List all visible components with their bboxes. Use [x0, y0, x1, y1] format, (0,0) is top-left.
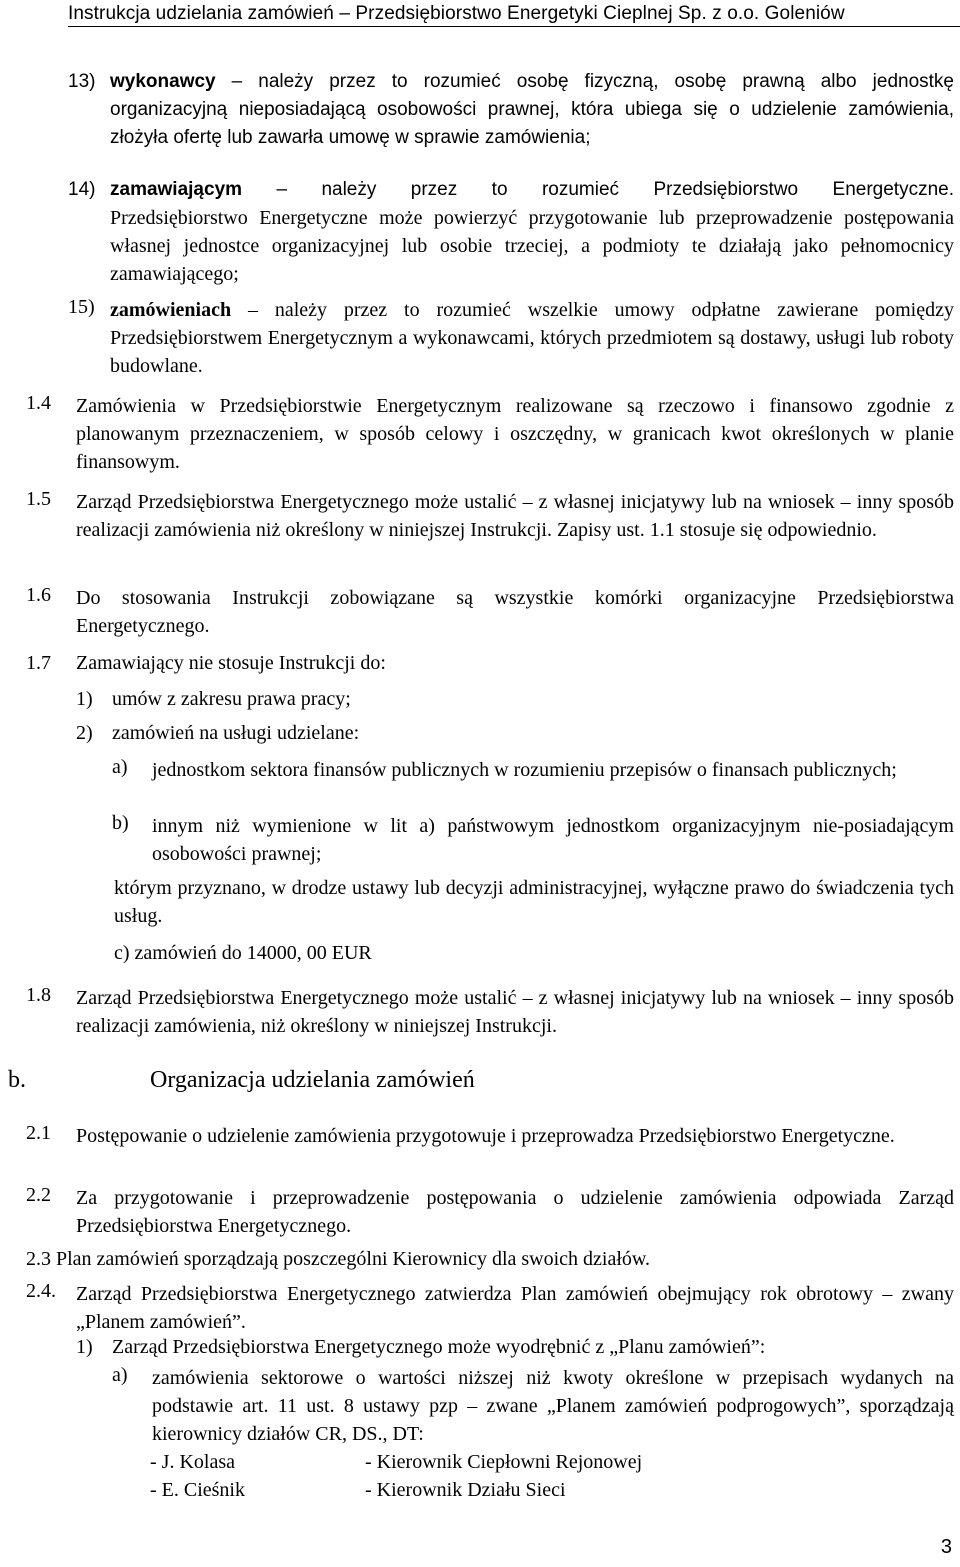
definition-text: [110, 296, 954, 380]
sub-item-text: [152, 812, 954, 868]
paragraph-number: 1.4: [26, 392, 51, 414]
paragraph-text: [76, 392, 954, 476]
paragraph-number: 1.5: [26, 488, 51, 510]
person-name: - J. Kolasa: [150, 1451, 235, 1473]
item-number: 14): [68, 179, 96, 200]
paragraph-body: Do stosowania Instrukcji zobowiązane są wszystkie komórki organizacyjne Przedsiębiorstwa Energetycznego.: [76, 587, 954, 637]
paragraph-body: Zamawiający nie stosuje Instrukcji do:: [76, 652, 386, 674]
definition-term: zamówieniach: [110, 299, 232, 321]
section-title: Organizacja udzielania zamówień: [150, 1067, 475, 1093]
definition-text-cont: [110, 204, 954, 288]
paragraph-text: [76, 984, 954, 1040]
definition-term: zamawiającym: [110, 179, 243, 200]
sub-letter: a): [112, 756, 128, 778]
sub-item-c: c) zamówień do 14000, 00 EUR: [114, 942, 372, 964]
paragraph-body: Postępowanie o udzielenie zamówienia przygotowuje i przeprowadza Przedsiębiorstwo Energetyczne.: [76, 1125, 895, 1147]
list-item-text: umów z zakresu prawa pracy;: [112, 688, 351, 710]
paragraph-text: [76, 584, 954, 640]
sub-letter: b): [112, 812, 129, 834]
sub-item-body: zamówienia sektorowe o wartości niższej niż kwoty określone w przepisach wydanych na podstawie art. 11 ust. 8 ustawy pzp – zwane „Planem zamówień podprogowych”, sporządzają kierownicy działów CR, DS., DT:: [152, 1367, 954, 1445]
paragraph-body: Za przygotowanie i przeprowadzenie postępowania o udzielenie zamówienia odpowiada Zarząd Przedsiębiorstwa Energetycznego.: [76, 1187, 954, 1237]
definition-text: [110, 176, 954, 204]
item-number: 13): [68, 71, 96, 92]
list-number: 1): [76, 1336, 93, 1358]
definition-text: [110, 68, 954, 152]
paragraph-number: 1.8: [26, 984, 51, 1006]
list-number: 1): [76, 688, 93, 710]
paragraph-body: Zarząd Przedsiębiorstwa Energetycznego zatwierdza Plan zamówień obejmujący rok obrotowy – zwany „Planem zamówień”.: [76, 1283, 954, 1333]
paragraph-text: [76, 1184, 954, 1240]
person-role: - Kierownik Ciepłowni Rejonowej: [365, 1451, 643, 1473]
definition-term: wykonawcy: [110, 71, 216, 92]
sub-item-text: [152, 756, 954, 784]
page-number: 3: [940, 1536, 952, 1558]
sub-item-body: jednostkom sektora finansów publicznych w rozumieniu przepisów o finansach publicznych;: [152, 759, 897, 781]
paragraph-2-3: 2.3 Plan zamówień sporządzają poszczególni Kierownicy dla swoich działów.: [26, 1248, 651, 1270]
paragraph-body: Zarząd Przedsiębiorstwa Energetycznego może ustalić – z własnej inicjatywy lub na wniosek – inny sposób realizacji zamówienia niż określony w niniejszej Instrukcji. Zapisy ust. 1.1 stosuje się odpowiednio.: [76, 491, 954, 541]
paragraph-number: 1.6: [26, 584, 51, 606]
header-rule: [68, 26, 960, 27]
item-number: 15): [68, 296, 95, 318]
definition-body: – należy przez to rozumieć Przedsiębiorstwo Energetyczne.: [242, 179, 954, 200]
definition-body-cont: Przedsiębiorstwo Energetyczne może powierzyć przygotowanie lub przeprowadzenie postępowania własnej jednostce organizacyjnej lub osobie trzeciej, a podmioty te działają jako pełnomocnicy zamawiającego;: [110, 207, 954, 285]
sub-letter: a): [112, 1364, 128, 1386]
sub-item-text: [152, 1364, 954, 1448]
definition-body: – należy przez to rozumieć wszelkie umowy odpłatne zawierane pomiędzy Przedsiębiorstwem Energetycznym a wykonawcami, których przedmiotem są dostawy, usługi lub roboty budowlane.: [110, 299, 954, 377]
paragraph-text: [76, 1122, 954, 1150]
paragraph-number: 2.4.: [26, 1280, 56, 1302]
paragraph-text: [76, 1280, 954, 1336]
person-name: - E. Cieśnik: [150, 1479, 245, 1501]
definition-body: – należy przez to rozumieć osobę fizyczną, osobę prawną albo jednostkę organizacyjną nieposiadającą osobowości prawnej, która ubiega się o udzielenie zamówienia, złożyła ofertę lub zawarła umowę w sprawie zamówienia;: [110, 71, 954, 148]
list-item-text: zamówień na usługi udzielane:: [112, 722, 360, 744]
person-role: - Kierownik Działu Sieci: [365, 1479, 566, 1501]
list-tail-text: [114, 874, 954, 930]
list-item-text: Zarząd Przedsiębiorstwa Energetycznego może wyodrębnić z „Planu zamówień”:: [112, 1336, 766, 1358]
paragraph-number: 2.1: [26, 1122, 51, 1144]
section-letter: b.: [8, 1067, 26, 1093]
sub-item-body: innym niż wymienione w lit a) państwowym jednostkom organizacyjnym nie-posiadającym osobowości prawnej;: [152, 815, 954, 865]
paragraph-text: [76, 488, 954, 544]
list-tail-body: którym przyznano, w drodze ustawy lub decyzji administracyjnej, wyłączne prawo do świadczenia tych usług.: [114, 877, 954, 927]
header-text: Instrukcja udzielania zamówień – Przedsiębiorstwo Energetyki Cieplnej Sp. z o.o. Goleniów: [68, 3, 845, 24]
paragraph-number: 2.2: [26, 1184, 51, 1206]
paragraph-body: Zamówienia w Przedsiębiorstwie Energetycznym realizowane są rzeczowo i finansowo zgodnie z planowanym przeznaczeniem, w sposób celowy i oszczędny, w granicach kwot określonych w planie finansowym.: [76, 395, 954, 473]
paragraph-body: Zarząd Przedsiębiorstwa Energetycznego może ustalić – z własnej inicjatywy lub na wniosek – inny sposób realizacji zamówienia, niż określony w niniejszej Instrukcji.: [76, 987, 954, 1037]
list-number: 2): [76, 722, 93, 744]
paragraph-number: 1.7: [26, 652, 51, 674]
